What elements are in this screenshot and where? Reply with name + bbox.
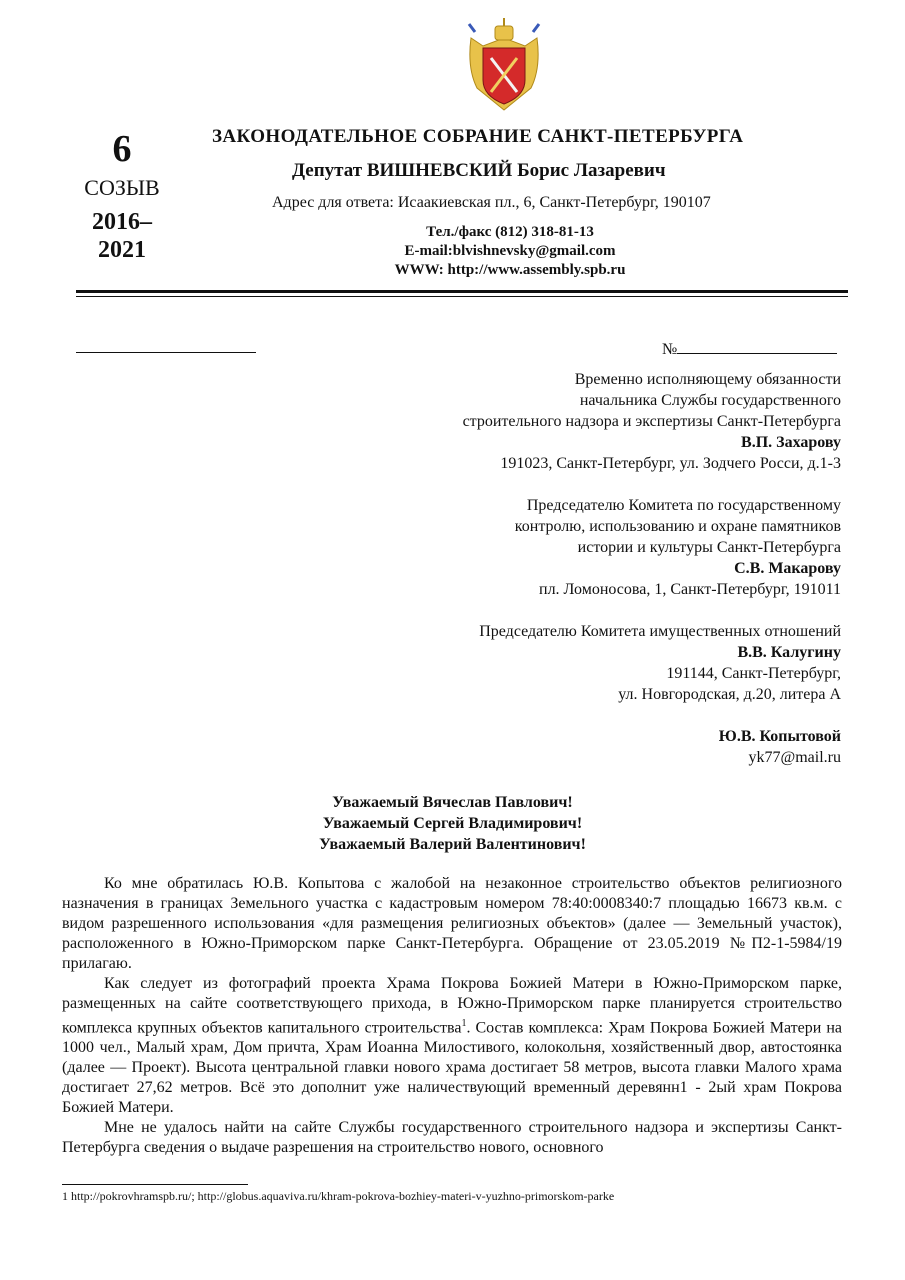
recipient-1-line: начальника Службы государственного	[579, 392, 841, 409]
paragraph-2-tail: . Состав комплекса: Храм Покрова Божией Матери на 1000 чел., Малый храм, Дом причта, Храм Иоанна Милостивого, колокольня, хозяйственный двор, автостоянка (далее — Проект). Высота центральной главки нового храма достигает 58 метров, высота главки Малого храма достигает 27,62 метров. Всё это дополнит уже наличествующий временный деревянн1 - 2ый храм Покрова Божией Матери.	[62, 1019, 843, 1117]
recipient-1-name: В.П. Захарову	[741, 434, 841, 451]
number-label: №	[662, 341, 678, 358]
reply-address: Адрес для ответа: Исаакиевская пл., 6, Санкт-Петербург, 190107	[272, 194, 711, 211]
footnote-ref: 1	[461, 1018, 467, 1029]
website: WWW: http://www.assembly.spb.ru	[394, 262, 626, 278]
recipient-4-name: Ю.В. Копытовой	[718, 728, 841, 745]
letter-body	[62, 874, 842, 1158]
recipient-2-line: контролю, использованию и охране памятников	[514, 518, 841, 535]
coat-of-arms-emblem	[465, 18, 543, 112]
recipient-2	[515, 495, 841, 600]
paragraph-1: Ко мне обратилась Ю.В. Копытова с жалобой на незаконное строительство объектов религиозного назначения в границах Земельного участка с кадастровым номером 78:40:0008340:7 площадью 16673 кв.м. с видом разрешенного использования «для размещения религиозных объектов» (далее — Земельный участок), расположенного в Южно-Приморском парке Санкт-Петербурга. Обращение от 23.05.2019 №П2-1-5984/19 прилагаю.	[62, 875, 842, 972]
recipient-1-line: строительного надзора и экспертизы Санкт-Петербурга	[462, 413, 841, 430]
organization-name: ЗАКОНОДАТЕЛЬНОЕ СОБРАНИЕ САНКТ-ПЕТЕРБУРГА	[212, 126, 744, 147]
footnote: 1 http://pokrovhramspb.ru/; http://globus.aquaviva.ru/khram-pokrova-bozhiey-materi-v-yuzhno-primorskom-parke	[62, 1189, 615, 1203]
paragraph-3: Мне не удалось найти на сайте Службы государственного строительного надзора и экспертизы Санкт-Петербурга сведения о выдаче разрешения на строительство нового, основного	[62, 1119, 842, 1157]
recipient-3-address: 191144, Санкт-Петербург,	[666, 665, 841, 682]
salutation-block	[0, 792, 905, 855]
recipient-2-address: пл. Ломоносова, 1, Санкт-Петербург, 191011	[539, 581, 841, 598]
recipient-1	[463, 369, 841, 474]
recipient-4-email: yk77@mail.ru	[748, 749, 841, 766]
paragraph-2	[62, 974, 842, 1118]
paragraph-2-text: Как следует из фотографий проекта Храма Покрова Божией Матери в Южно-Приморском парке, размещенных на сайте соответствующего прихода, в Южно-Приморском парке планируется строительство комплекса крупных объектов капитального строительства	[62, 975, 842, 1037]
date-blank-line	[76, 352, 256, 353]
recipient-3-line: Председателю Комитета имущественных отношений	[479, 623, 841, 640]
recipient-3-name: В.В. Калугину	[737, 644, 841, 661]
phone-fax: Тел./факс (812) 318-81-13	[426, 224, 594, 240]
recipient-2-name: С.В. Макарову	[734, 560, 841, 577]
recipient-2-line: истории и культуры Санкт-Петербурга	[577, 539, 841, 556]
header-rule-thin	[76, 296, 848, 297]
footnote-rule	[62, 1184, 248, 1185]
header-rule-thick	[76, 290, 848, 293]
recipient-4	[719, 726, 841, 768]
convocation-years-start: 2016–	[92, 209, 152, 235]
salutation: Уважаемый Валерий Валентинович!	[319, 836, 586, 853]
number-blank	[677, 339, 837, 354]
recipient-3-address: ул. Новгородская, д.20, литера А	[618, 686, 841, 703]
salutation: Уважаемый Вячеслав Павлович!	[332, 794, 573, 811]
convocation-number: 6	[112, 128, 132, 170]
convocation-word: СОЗЫВ	[84, 175, 160, 200]
recipient-2-line: Председателю Комитета по государственному	[526, 497, 841, 514]
recipient-3	[479, 621, 841, 705]
salutation: Уважаемый Сергей Владимирович!	[322, 815, 583, 832]
convocation-years-end: 2021	[98, 237, 146, 263]
convocation-block	[78, 128, 166, 264]
contact-block	[380, 223, 640, 280]
recipient-1-address: 191023, Санкт-Петербург, ул. Зодчего Росси, д.1-3	[500, 455, 841, 472]
document-number-line	[662, 339, 837, 359]
email: E-mail:blvishnevsky@gmail.com	[404, 243, 616, 259]
recipient-1-line: Временно исполняющему обязанности	[574, 371, 841, 388]
deputy-name: Депутат ВИШНЕВСКИЙ Борис Лазаревич	[292, 160, 666, 181]
